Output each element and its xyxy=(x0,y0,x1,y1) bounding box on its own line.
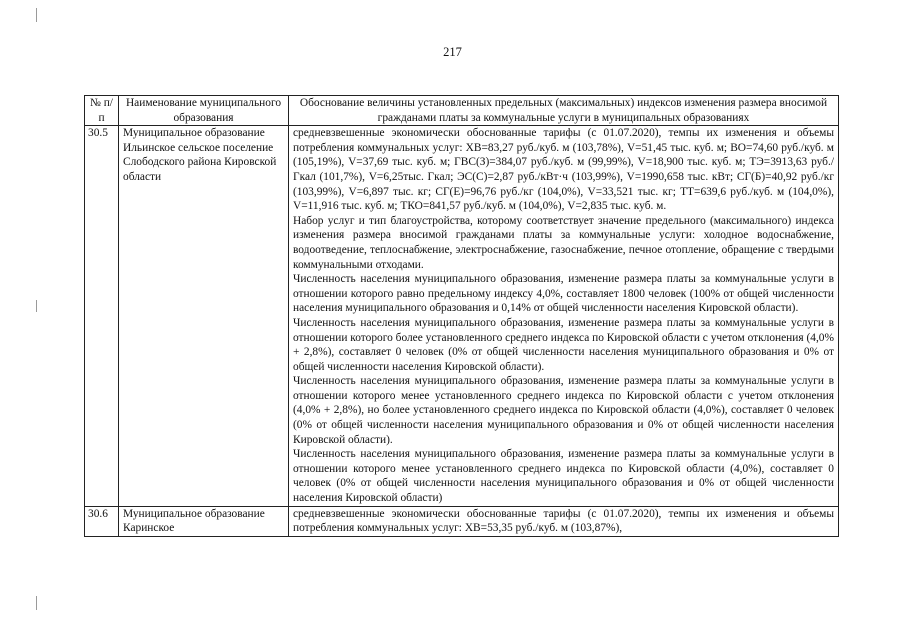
table-header-row xyxy=(85,96,839,126)
population-above-deviation-paragraph: Численность населения муниципального образования, изменение размера платы за коммунальные услуги в отношении которого более установленного среднего индекса по Кировской области с учетом отклонения (4,0% + 2,8%), составляет 0 человек (0% от общей численности населения муниципального образования и 0% от общей численности населения Кировской области). xyxy=(293,316,834,373)
population-below-index-paragraph: Численность населения муниципального образования, изменение размера платы за коммунальные услуги в отношении которого менее установленного среднего индекса по Кировской области (4,0%), составляет 0 человек (0% от общей численности населения муниципального образования и 0% от общей численности населения Кировской области) xyxy=(293,448,834,505)
page-number: 217 xyxy=(443,45,462,59)
justification-cell xyxy=(289,126,839,506)
header-number: № п/п xyxy=(85,96,119,126)
population-between-indexes-paragraph: Численность населения муниципального образования, изменение размера платы за коммунальные услуги в отношении которого менее установленного среднего индекса по Кировской области с учетом отклонения (4,0% + 2,8%), но более установленного среднего индекса по Кировской области (4,0%), составляет 0 человек (0% от общей численности населения муниципального образования и 0% от общей численности населения Кировской области). xyxy=(293,375,834,446)
tariffs-paragraph: средневзвешенные экономически обоснованные тарифы (с 01.07.2020), темпы их изменения и объемы потребления коммунальных услуг: ХВ=83,27 руб./куб. м (103,78%), V=51,45 тыс. куб. м; ВО=74,60 руб./куб. м (105,19%), V=37,69 тыс. куб. м; ГВС(З)=384,07 руб./куб. м (99,99%), V=18,900 тыс. куб. м; ТЭ=3913,63 руб./Гкал (101,7%), V=6,25тыс. Гкал; ЭС(С)=2,87 руб./кВт·ч (103,99%), V=1990,658 тыс. кВт; СГ(Б)=40,92 руб./кг (103,99%), V=6,897 тыс. кг; СГ(Е)=96,76 руб./кг (104,0%), V=33,521 тыс. кг; ТТ=639,6 руб./куб. м (104,0%), V=11,916 тыс. куб. м; ТКО=841,57 руб./куб. м (104,0%), V=2,835 тыс. куб. м. xyxy=(293,127,834,213)
table-row xyxy=(85,126,839,506)
table-row xyxy=(85,506,839,536)
row-number: 30.5 xyxy=(85,126,119,506)
tariff-justification-table xyxy=(84,95,839,537)
scan-edge-mark xyxy=(36,300,37,312)
header-municipality: Наименование муниципального образования xyxy=(119,96,289,126)
row-number: 30.6 xyxy=(85,506,119,536)
scan-edge-mark xyxy=(36,596,37,610)
justification-cell xyxy=(289,506,839,536)
scan-edge-mark xyxy=(36,8,37,22)
header-justification: Обоснование величины установленных предельных (максимальных) индексов изменения размера вносимой гражданами платы за коммунальные услуги в муниципальных образованиях xyxy=(289,96,839,126)
municipality-name: Муниципальное образование Ильинское сельское поселение Слободского района Кировской области xyxy=(119,126,289,506)
services-paragraph: Набор услуг и тип благоустройства, которому соответствует значение предельного (максимального) индекса изменения размера вносимой гражданами платы за коммунальные услуги: холодное водоснабжение, водоотведение, теплоснабжение, электроснабжение, газоснабжение, печное отопление, обращение с твердыми коммунальными отходами. xyxy=(293,214,834,271)
population-equal-index-paragraph: Численность населения муниципального образования, изменение размера платы за коммунальные услуги в отношении которого равно предельному индексу 4,0%, составляет 1800 человек (100% от общей численности населения муниципального образования и 0,14% от общей численности населения Кировской области). xyxy=(293,273,834,315)
tariffs-paragraph: средневзвешенные экономически обоснованные тарифы (с 01.07.2020), темпы их изменения и объемы потребления коммунальных услуг: ХВ=53,35 руб./куб. м (103,87%), xyxy=(293,507,834,535)
municipality-name: Муниципальное образование Каринское xyxy=(119,506,289,536)
